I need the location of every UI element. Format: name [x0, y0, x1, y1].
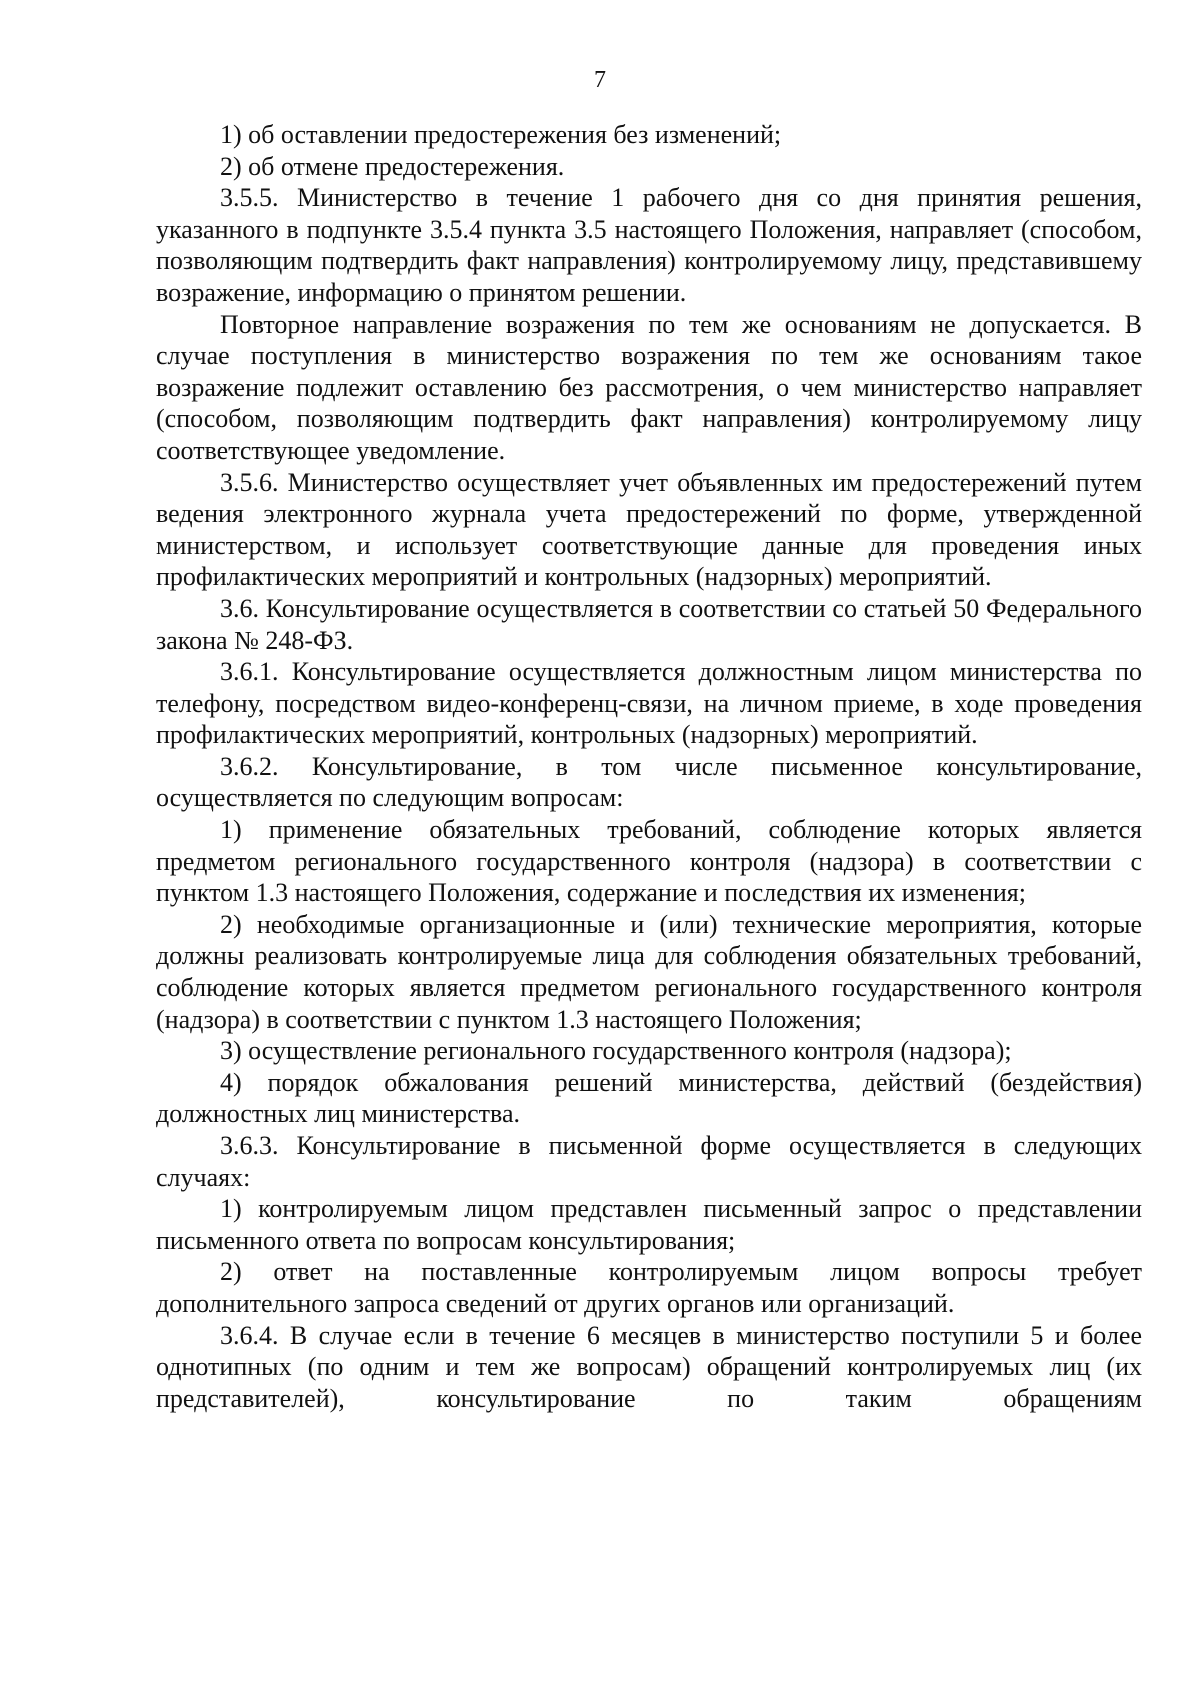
document-body: [156, 119, 1142, 1414]
paragraph-3-5-6: 3.5.6. Министерство осуществляет учет объявленных им предостережений путем ведения электронного журнала учета предостережений по форме, утвержденной министерством, и использует соответствующие данные для проведения иных профилактических мероприятий и контрольных (надзорных) мероприятий.: [156, 467, 1142, 592]
page-number: 7: [594, 67, 606, 93]
paragraph-3-6-3: 3.6.3. Консультирование в письменной форме осуществляется в следующих случаях:: [156, 1131, 1142, 1192]
paragraph-3-6: 3.6. Консультирование осуществляется в соответствии со статьей 50 Федерального закона № 248-ФЗ.: [156, 593, 1142, 655]
paragraph-3-6-3-item-2: 2) ответ на поставленные контролируемым лицом вопросы требует дополнительного запроса сведений от других органов или организаций.: [156, 1257, 1142, 1318]
paragraph-3-6-2: 3.6.2. Консультирование, в том числе письменное консультирование, осуществляется по следующим вопросам:: [156, 751, 1142, 813]
paragraph-3-6-1: 3.6.1. Консультирование осуществляется должностным лицом министерства по телефону, посредством видео-конференц-связи, на личном приеме, в ходе проведения профилактических мероприятий, контрольных (надзорных) мероприятий.: [156, 657, 1142, 750]
paragraph-3-6-2-item-1: 1) применение обязательных требований, соблюдение которых является предметом регионального государственного контроля (надзора) в соответствии с пунктом 1.3 настоящего Положения, содержание и последствия их изменения;: [156, 815, 1142, 908]
paragraph-3-6-2-item-3: 3) осуществление регионального государственного контроля (надзора);: [220, 1036, 1012, 1066]
paragraph-3-6-4: 3.6.4. В случае если в течение 6 месяцев в министерство поступили 5 и более однотипных (по одним и тем же вопросам) обращений контролируемых лиц (их представителей), консультирование по таким обращениям: [156, 1320, 1142, 1413]
paragraph-3-6-2-item-2: 2) необходимые организационные и (или) технические мероприятия, которые должны реализовать контролируемые лица для соблюдения обязательных требований, соблюдение которых является предметом регионального государственного контроля (надзора) в соответствии с пунктом 1.3 настоящего Положения;: [156, 909, 1142, 1034]
paragraph-3-6-3-item-1: 1) контролируемым лицом представлен письменный запрос о представлении письменного ответа по вопросам консультирования;: [156, 1194, 1142, 1255]
paragraph-repeat-objection: Повторное направление возражения по тем же основаниям не допускается. В случае поступления в министерство возражения по тем же основаниям такое возражение подлежит оставлению без рассмотрения, о чем министерство направляет (способом, позволяющим подтвердить факт направления) контролируемому лицу соответствующее уведомление.: [156, 309, 1142, 465]
paragraph-3-6-2-item-4: 4) порядок обжалования решений министерства, действий (бездействия) должностных лиц министерства.: [156, 1067, 1142, 1129]
paragraph-1: 1) об оставлении предостережения без изменений;: [220, 120, 782, 149]
paragraph-2: 2) об отмене предостережения.: [220, 151, 565, 181]
paragraph-3-5-5: 3.5.5. Министерство в течение 1 рабочего дня со дня принятия решения, указанного в подпункте 3.5.4 пункта 3.5 настоящего Положения, направляет (способом, позволяющим подтвердить факт направления) контролируемому лицу, представившему возражение, информацию о принятом решении.: [156, 183, 1142, 307]
